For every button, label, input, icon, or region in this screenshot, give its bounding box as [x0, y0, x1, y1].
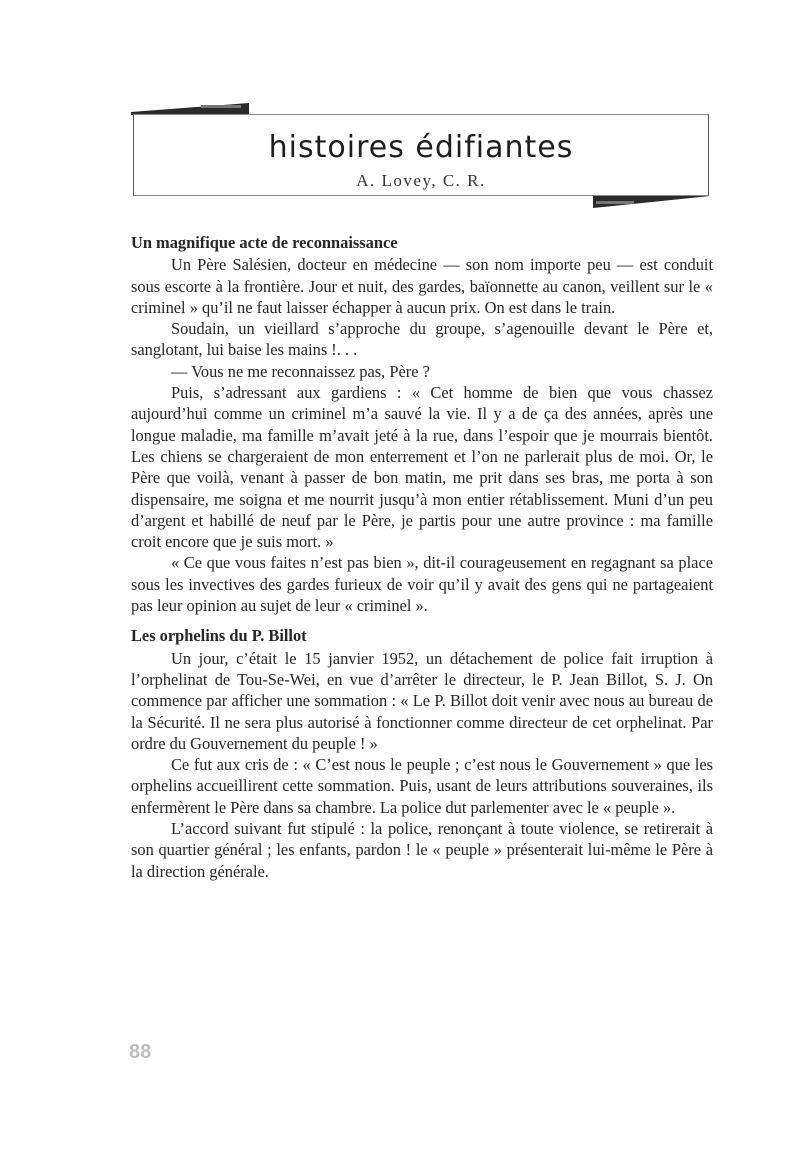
- paragraph: Soudain, un vieillard s’approche du groupe, s’agenouille devant le Père et, sanglotant, lui baise les mains !. . .: [131, 319, 713, 360]
- article-body: [131, 232, 713, 882]
- paragraph: Un jour, c’était le 15 janvier 1952, un détachement de police fait irruption à l’orphelinat de Tou-Se-Wei, en vue d’arrêter le directeur, le P. Jean Billot, S. J. On commence par afficher une sommation : « Le P. Billot doit venir avec nous au bureau de la Sécurité. Il ne sera plus autorisé à fonctionner comme directeur de cet orphelinat. Par ordre du Gouvernement du peuple ! »: [131, 648, 713, 753]
- article-title: histoires édifiantes: [268, 130, 574, 165]
- page-number: 88: [129, 1041, 152, 1063]
- paragraph: « Ce que vous faites n’est pas bien », dit-il courageusement en regagnant sa place sous les invectives des gardes furieux de voir qu’il y avait des gens qui ne partageaient pas leur opinion au sujet de leur « criminel ».: [131, 553, 713, 616]
- section-heading: Les orphelins du P. Billot: [131, 626, 307, 646]
- title-ornament-bottom-bar: [593, 196, 710, 208]
- paragraph: Puis, s’adressant aux gardiens : « Cet homme de bien que vous chassez aujourd’hui comme un criminel m’a sauvé la vie. Il y a de ça des années, après une longue maladie, ma famille m’avait jeté à la rue, dans l’espoir que je mourrais bientôt. Les chiens se chargeraient de mon enterrement et l’on ne parlerait plus de moi. Or, le Père que voilà, venant à passer de bon matin, me prit dans ses bras, me porta à son dispensaire, me soigna et me nourrit jusqu’à mon entier rétablissement. Muni d’un peu d’argent et habillé de neuf par le Père, je partis pour une autre province : ma famille croit encore que je suis mort. »: [131, 383, 713, 552]
- paragraph: Un Père Salésien, docteur en médecine — son nom importe peu — est conduit sous escorte à la frontière. Jour et nuit, des gardes, baïonnette au canon, veillent sur le « criminel » qu’il ne faut laisser échapper à aucun prix. On est dans le train.: [131, 255, 713, 317]
- paragraph: Ce fut aux cris de : « C’est nous le peuple ; c’est nous le Gouvernement » que les orphelins accueillirent cette sommation. Puis, usant de leurs attributions souveraines, ils enfermèrent le Père dans sa chambre. La police dut parlementer avec le « peuple ».: [131, 755, 713, 817]
- article-author: A. Lovey, C. R.: [356, 171, 486, 190]
- paragraph: L’accord suivant fut stipulé : la police, renonçant à toute violence, se retirerait à son quartier général ; les enfants, pardon ! le « peuple » présenterait lui-même le Père à la direction générale.: [131, 819, 713, 881]
- title-box: [133, 114, 709, 196]
- paragraph: — Vous ne me reconnaissez pas, Père ?: [171, 361, 430, 381]
- section-heading: Un magnifique acte de reconnaissance: [131, 233, 398, 252]
